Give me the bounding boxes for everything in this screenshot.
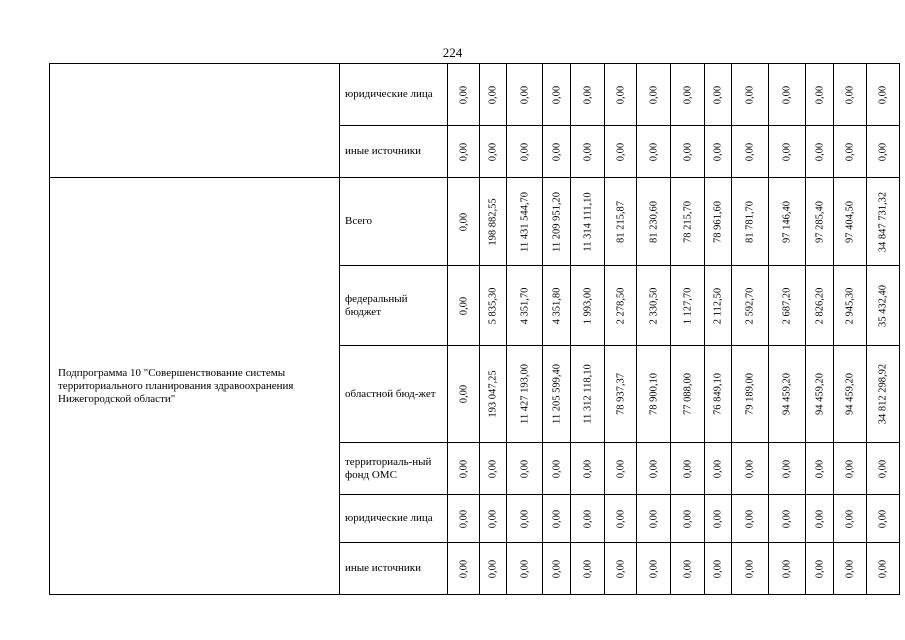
amount-cell <box>671 495 705 543</box>
amount-cell <box>732 443 769 495</box>
amount-cell <box>834 543 867 595</box>
amount-value: 0,00 <box>519 85 530 104</box>
funding-source-cell: территориаль-ный фонд ОМС <box>340 443 448 495</box>
amount-cell <box>705 266 732 346</box>
amount-value: 4 351,70 <box>519 287 530 324</box>
amount-value: 1 993,00 <box>582 287 593 324</box>
amount-value: 0,00 <box>781 559 793 578</box>
amount-cell <box>637 64 671 126</box>
amount-value: 0,00 <box>551 559 562 578</box>
amount-value: 0,00 <box>458 509 469 528</box>
amount-value: 11 431 544,70 <box>519 191 530 252</box>
amount-value: 4 351,80 <box>551 287 562 324</box>
amount-cell <box>867 64 900 126</box>
amount-cell <box>507 178 543 266</box>
amount-value: 0,00 <box>487 509 499 528</box>
amount-cell <box>834 346 867 443</box>
amount-value: 5 835,30 <box>487 287 499 324</box>
amount-value: 0,00 <box>458 559 469 578</box>
amount-cell <box>769 443 806 495</box>
amount-cell <box>769 126 806 178</box>
amount-cell <box>732 266 769 346</box>
amount-cell <box>480 495 507 543</box>
amount-value: 11 205 599,40 <box>551 364 562 424</box>
amount-cell <box>769 266 806 346</box>
amount-cell <box>769 495 806 543</box>
amount-value: 0,00 <box>582 509 593 528</box>
amount-value: 0,00 <box>844 459 856 478</box>
amount-value: 0,00 <box>814 85 825 104</box>
amount-value: 78 961,60 <box>712 200 724 243</box>
amount-cell <box>867 266 900 346</box>
amount-value: 0,00 <box>781 85 793 104</box>
amount-cell <box>834 126 867 178</box>
amount-cell <box>480 443 507 495</box>
amount-value: 2 112,50 <box>712 287 724 324</box>
amount-value: 0,00 <box>458 384 469 404</box>
amount-cell <box>637 495 671 543</box>
amount-value: 0,00 <box>519 459 530 478</box>
amount-value: 0,00 <box>682 85 693 104</box>
amount-cell <box>637 178 671 266</box>
amount-value: 0,00 <box>682 142 693 161</box>
amount-value: 0,00 <box>519 142 530 161</box>
amount-cell <box>705 64 732 126</box>
amount-cell <box>605 64 637 126</box>
amount-value: 0,00 <box>551 459 562 478</box>
amount-value: 81 230,60 <box>648 200 659 243</box>
amount-cell <box>806 443 834 495</box>
amount-cell <box>705 346 732 443</box>
amount-value: 0,00 <box>487 85 499 104</box>
amount-cell <box>834 64 867 126</box>
amount-cell <box>507 443 543 495</box>
amount-value: 0,00 <box>712 559 724 578</box>
amount-value: 0,00 <box>712 142 724 161</box>
amount-cell <box>732 178 769 266</box>
amount-cell <box>448 126 480 178</box>
amount-value: 0,00 <box>712 459 724 478</box>
amount-value: 0,00 <box>814 559 825 578</box>
amount-cell <box>448 266 480 346</box>
amount-cell <box>448 443 480 495</box>
amount-cell <box>480 266 507 346</box>
amount-cell <box>769 346 806 443</box>
amount-value: 0,00 <box>648 509 659 528</box>
amount-cell <box>480 346 507 443</box>
amount-cell <box>571 443 605 495</box>
amount-value: 78 215,70 <box>682 200 693 243</box>
amount-value: 0,00 <box>458 142 469 161</box>
amount-value: 0,00 <box>458 296 469 315</box>
amount-cell <box>571 266 605 346</box>
amount-value: 0,00 <box>877 459 889 478</box>
amount-cell <box>448 64 480 126</box>
amount-cell <box>543 126 571 178</box>
funding-source-cell: областной бюд-жет <box>340 346 448 443</box>
amount-value: 0,00 <box>682 509 693 528</box>
amount-value: 0,00 <box>615 459 626 478</box>
amount-cell <box>507 543 543 595</box>
amount-value: 97 404,50 <box>844 200 856 243</box>
amount-value: 78 937,37 <box>615 373 626 415</box>
amount-value: 0,00 <box>712 85 724 104</box>
program-name-cell: Подпрограмма 10 "Совершенствование системы территориального планирования здравоохранения Нижегородской области" <box>50 178 340 595</box>
amount-value: 0,00 <box>648 142 659 161</box>
amount-value: 0,00 <box>744 459 756 478</box>
amount-cell <box>448 346 480 443</box>
amount-cell <box>605 126 637 178</box>
amount-cell <box>543 495 571 543</box>
amount-value: 2 687,20 <box>781 287 793 324</box>
amount-value: 0,00 <box>814 142 825 161</box>
amount-cell <box>732 126 769 178</box>
amount-value: 0,00 <box>744 142 756 161</box>
amount-value: 0,00 <box>615 509 626 528</box>
amount-cell <box>806 543 834 595</box>
amount-value: 0,00 <box>877 142 889 161</box>
amount-value: 0,00 <box>582 559 593 578</box>
amount-value: 11 209 951,20 <box>551 191 562 252</box>
amount-cell <box>732 543 769 595</box>
amount-value: 0,00 <box>877 509 889 528</box>
amount-value: 0,00 <box>615 559 626 578</box>
amount-value: 0,00 <box>487 459 499 478</box>
amount-value: 0,00 <box>814 459 825 478</box>
amount-cell <box>571 126 605 178</box>
amount-value: 0,00 <box>844 85 856 104</box>
amount-cell <box>637 126 671 178</box>
amount-value: 198 882,55 <box>487 197 499 246</box>
amount-value: 2 278,50 <box>615 287 626 324</box>
amount-value: 0,00 <box>814 509 825 528</box>
amount-cell <box>769 543 806 595</box>
amount-value: 11 427 193,00 <box>519 364 530 424</box>
amount-cell <box>732 495 769 543</box>
amount-value: 0,00 <box>615 85 626 104</box>
amount-value: 0,00 <box>844 559 856 578</box>
amount-value: 79 189,00 <box>744 373 756 415</box>
amount-cell <box>732 64 769 126</box>
amount-cell <box>867 346 900 443</box>
amount-cell <box>867 443 900 495</box>
amount-cell <box>671 443 705 495</box>
table-row <box>50 64 900 126</box>
amount-cell <box>705 178 732 266</box>
amount-cell <box>507 495 543 543</box>
amount-cell <box>834 443 867 495</box>
amount-value: 78 900,10 <box>648 373 659 415</box>
amount-cell <box>705 495 732 543</box>
amount-value: 0,00 <box>582 142 593 161</box>
amount-cell <box>480 543 507 595</box>
amount-cell <box>543 178 571 266</box>
table-row <box>50 178 900 266</box>
amount-cell <box>605 543 637 595</box>
amount-value: 0,00 <box>458 85 469 104</box>
amount-value: 94 459,20 <box>844 373 856 415</box>
page-number: 224 <box>442 45 463 60</box>
amount-cell <box>806 126 834 178</box>
amount-value: 1 127,70 <box>682 287 693 324</box>
amount-cell <box>705 443 732 495</box>
amount-value: 0,00 <box>551 509 562 528</box>
amount-value: 97 285,40 <box>814 200 825 243</box>
amount-cell <box>867 126 900 178</box>
amount-value: 0,00 <box>648 459 659 478</box>
amount-cell <box>543 443 571 495</box>
amount-cell <box>637 346 671 443</box>
amount-value: 193 047,25 <box>487 370 499 418</box>
amount-value: 2 945,30 <box>844 287 856 324</box>
amount-cell <box>448 178 480 266</box>
amount-value: 0,00 <box>682 559 693 578</box>
funding-source-cell: иные источники <box>340 126 448 178</box>
amount-value: 34 812 298,92 <box>877 363 889 425</box>
amount-cell <box>769 64 806 126</box>
amount-value: 0,00 <box>682 459 693 478</box>
amount-value: 11 312 118,10 <box>582 364 593 424</box>
amount-cell <box>769 178 806 266</box>
amount-cell <box>507 126 543 178</box>
amount-cell <box>806 64 834 126</box>
amount-cell <box>571 178 605 266</box>
amount-cell <box>605 178 637 266</box>
amount-value: 97 146,40 <box>781 200 793 243</box>
amount-value: 81 781,70 <box>744 200 756 243</box>
amount-cell <box>867 543 900 595</box>
amount-value: 0,00 <box>458 212 469 231</box>
amount-value: 94 459,20 <box>781 373 793 415</box>
amount-cell <box>637 543 671 595</box>
amount-value: 0,00 <box>744 509 756 528</box>
amount-cell <box>671 178 705 266</box>
amount-cell <box>480 126 507 178</box>
amount-value: 0,00 <box>519 509 530 528</box>
funding-source-cell: юридические лица <box>340 495 448 543</box>
amount-cell <box>448 543 480 595</box>
amount-cell <box>867 495 900 543</box>
amount-value: 0,00 <box>582 459 593 478</box>
amount-value: 2 826,20 <box>814 287 825 324</box>
amount-value: 0,00 <box>615 142 626 161</box>
amount-cell <box>605 346 637 443</box>
amount-cell <box>806 346 834 443</box>
program-name-cell <box>50 64 340 178</box>
amount-value: 0,00 <box>744 85 756 104</box>
amount-value: 0,00 <box>877 85 889 104</box>
amount-value: 2 330,50 <box>648 287 659 324</box>
amount-value: 76 849,10 <box>712 373 724 415</box>
amount-cell <box>571 64 605 126</box>
amount-cell <box>543 346 571 443</box>
funding-source-cell: юридические лица <box>340 64 448 126</box>
amount-value: 2 592,70 <box>744 287 756 324</box>
amount-value: 0,00 <box>781 142 793 161</box>
amount-cell <box>571 495 605 543</box>
amount-cell <box>480 178 507 266</box>
amount-cell <box>806 266 834 346</box>
amount-cell <box>605 495 637 543</box>
amount-value: 35 432,40 <box>877 284 889 327</box>
amount-cell <box>671 266 705 346</box>
amount-cell <box>605 266 637 346</box>
amount-cell <box>806 178 834 266</box>
amount-cell <box>507 346 543 443</box>
amount-cell <box>705 543 732 595</box>
amount-value: 0,00 <box>877 559 889 578</box>
amount-cell <box>571 346 605 443</box>
amount-value: 0,00 <box>582 85 593 104</box>
amount-cell <box>671 543 705 595</box>
amount-cell <box>637 443 671 495</box>
amount-value: 0,00 <box>781 509 793 528</box>
funding-source-cell: иные источники <box>340 543 448 595</box>
amount-cell <box>571 543 605 595</box>
funding-source-cell: Всего <box>340 178 448 266</box>
amount-value: 0,00 <box>551 142 562 161</box>
amount-cell <box>671 346 705 443</box>
amount-value: 0,00 <box>487 559 499 578</box>
amount-cell <box>671 64 705 126</box>
amount-value: 0,00 <box>551 85 562 104</box>
amount-cell <box>543 266 571 346</box>
amount-cell <box>834 178 867 266</box>
amount-value: 81 215,87 <box>615 200 626 243</box>
amount-value: 0,00 <box>648 559 659 578</box>
amount-cell <box>867 178 900 266</box>
amount-cell <box>834 266 867 346</box>
amount-cell <box>480 64 507 126</box>
amount-value: 0,00 <box>458 459 469 478</box>
amount-cell <box>834 495 867 543</box>
funding-source-cell: федеральный бюджет <box>340 266 448 346</box>
amount-cell <box>705 126 732 178</box>
amount-cell <box>507 266 543 346</box>
amount-value: 0,00 <box>648 85 659 104</box>
amount-value: 11 314 111,10 <box>582 191 593 252</box>
amount-value: 77 088,00 <box>682 373 693 415</box>
amount-cell <box>448 495 480 543</box>
amount-cell <box>543 543 571 595</box>
amount-cell <box>806 495 834 543</box>
amount-cell <box>671 126 705 178</box>
amount-value: 0,00 <box>844 142 856 161</box>
amount-value: 0,00 <box>781 459 793 478</box>
amount-value: 0,00 <box>487 142 499 161</box>
amount-value: 0,00 <box>844 509 856 528</box>
amount-value: 0,00 <box>744 559 756 578</box>
amount-cell <box>732 346 769 443</box>
amount-cell <box>605 443 637 495</box>
amount-value: 34 847 731,32 <box>877 191 889 252</box>
amount-cell <box>507 64 543 126</box>
amount-value: 94 459,20 <box>814 373 825 415</box>
amount-value: 0,00 <box>519 559 530 578</box>
budget-table <box>49 63 900 595</box>
amount-cell <box>637 266 671 346</box>
amount-value: 0,00 <box>712 509 724 528</box>
amount-cell <box>543 64 571 126</box>
